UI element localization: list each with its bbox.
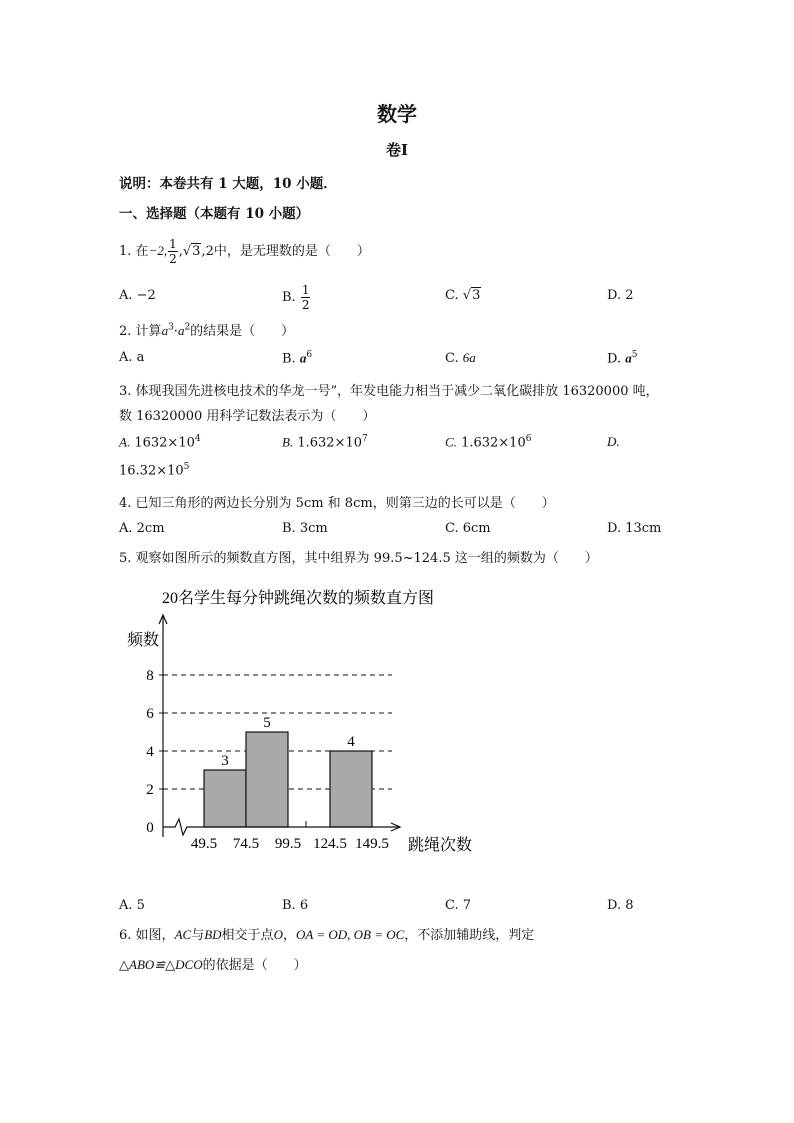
q1-pre: 在 [135,244,149,259]
instructions: 说明：本卷共有 1 大题，10 小题． [119,176,337,192]
q1-sqrt-arg: 3 [192,244,201,259]
bar-value-label: 4 [347,734,355,750]
chart-title: 20名学生每分钟跳绳次数的频数直方图 [162,590,435,607]
y-axis-label: 频数 [127,632,160,649]
bar-value-label: 5 [263,715,271,731]
section-heading: 一、选择题（本题有 10 小题） [119,206,310,222]
histogram-bar [330,751,372,827]
q5-option-c[interactable]: C. 7 [445,898,472,913]
x-tick-label: 149.5 [355,836,389,852]
q4-option-b[interactable]: B. 3cm [282,521,328,536]
q1-option-a[interactable]: A. −2 [119,288,156,303]
question-2: 2. 计算$a^3\cdot a^2$的结果是（ ） [119,322,295,339]
question-6-line-1: 6. 如图，AC与BD相交于点O，OA = OD, OB = OC，不添加辅助线，判定 [119,927,535,943]
q2-option-a[interactable]: A. a [119,350,145,365]
q1-fraction: $\frac{1}{2}$ [169,237,177,266]
x-axis-label: 跳绳次数 [408,837,473,854]
q2-option-c[interactable]: C. 6a [445,350,476,366]
q3-option-b[interactable]: B. $1.632\times 10^7$ [282,434,368,451]
y-tick-label: 8 [146,668,154,684]
q1-text: 中，是无理数的是（ ） [213,244,370,259]
question-6-line-2: △ABO≌△DCO的依据是（ ） [119,957,307,973]
q1-minus2: −2, [148,243,168,258]
q2-option-d[interactable]: D. $a^5$ [607,350,638,367]
x-tick-label: 99.5 [274,836,302,852]
q5-option-a[interactable]: A. 5 [119,898,145,913]
q1-option-b[interactable]: B. $\frac{1}{2}$ [282,283,310,312]
question-1: 1. 在−2, $\frac{1}{2}$ ,√3,2中，是无理数的是（ ） [119,237,370,266]
q4-option-a[interactable]: A. 2cm [119,521,165,536]
q1-number: 1. [119,244,132,259]
q1-sqrt-sign: √ [182,244,192,259]
histogram-chart [0,575,794,875]
y-tick-label: 0 [146,820,154,836]
q3-option-d-value: $16.32\times 10^5$ [119,462,190,479]
page-title: 数学 [377,102,417,126]
question-3-line-1: 3. 体现我国先进核电技术的华龙一号”，年发电能力相当于减少二氧化碳排放 16320000 吨， [119,384,659,399]
q1-option-c[interactable]: C. √3 [445,288,481,303]
q1-option-d[interactable]: D. 2 [607,288,634,303]
x-tick-label: 49.5 [190,836,218,852]
q5-option-d[interactable]: D. 8 [607,898,634,913]
q3-option-a[interactable]: A. $1632\times 10^4$ [119,434,201,451]
histogram-bar [246,732,288,827]
question-4: 4. 已知三角形的两边长分别为 5cm 和 8cm，则第三边的长可以是（ ） [119,496,555,511]
y-tick-label: 2 [146,782,154,798]
q4-option-c[interactable]: C. 6cm [445,521,491,536]
q3-option-d-label[interactable]: D. [607,434,620,449]
histogram-bar [204,770,246,827]
x-tick-label: 74.5 [232,836,260,852]
y-tick-label: 4 [146,744,154,760]
question-5: 5. 观察如图所示的频数直方图，其中组界为 99.5~124.5 这一组的频数为（ ） [119,551,598,566]
question-3-line-2: 数 16320000 用科学记数法表示为（ ） [119,409,376,424]
q4-option-d[interactable]: D. 13cm [607,521,662,536]
x-tick-label: 124.5 [313,836,347,852]
bar-value-label: 3 [221,753,229,769]
q5-option-b[interactable]: B. 6 [282,898,309,913]
q2-option-b[interactable]: B. $a^6$ [282,350,313,367]
y-tick-label: 6 [146,706,154,722]
q3-option-c[interactable]: C. $1.632\times 10^6$ [445,434,532,451]
paper-subtitle: 卷Ⅰ [385,141,409,159]
